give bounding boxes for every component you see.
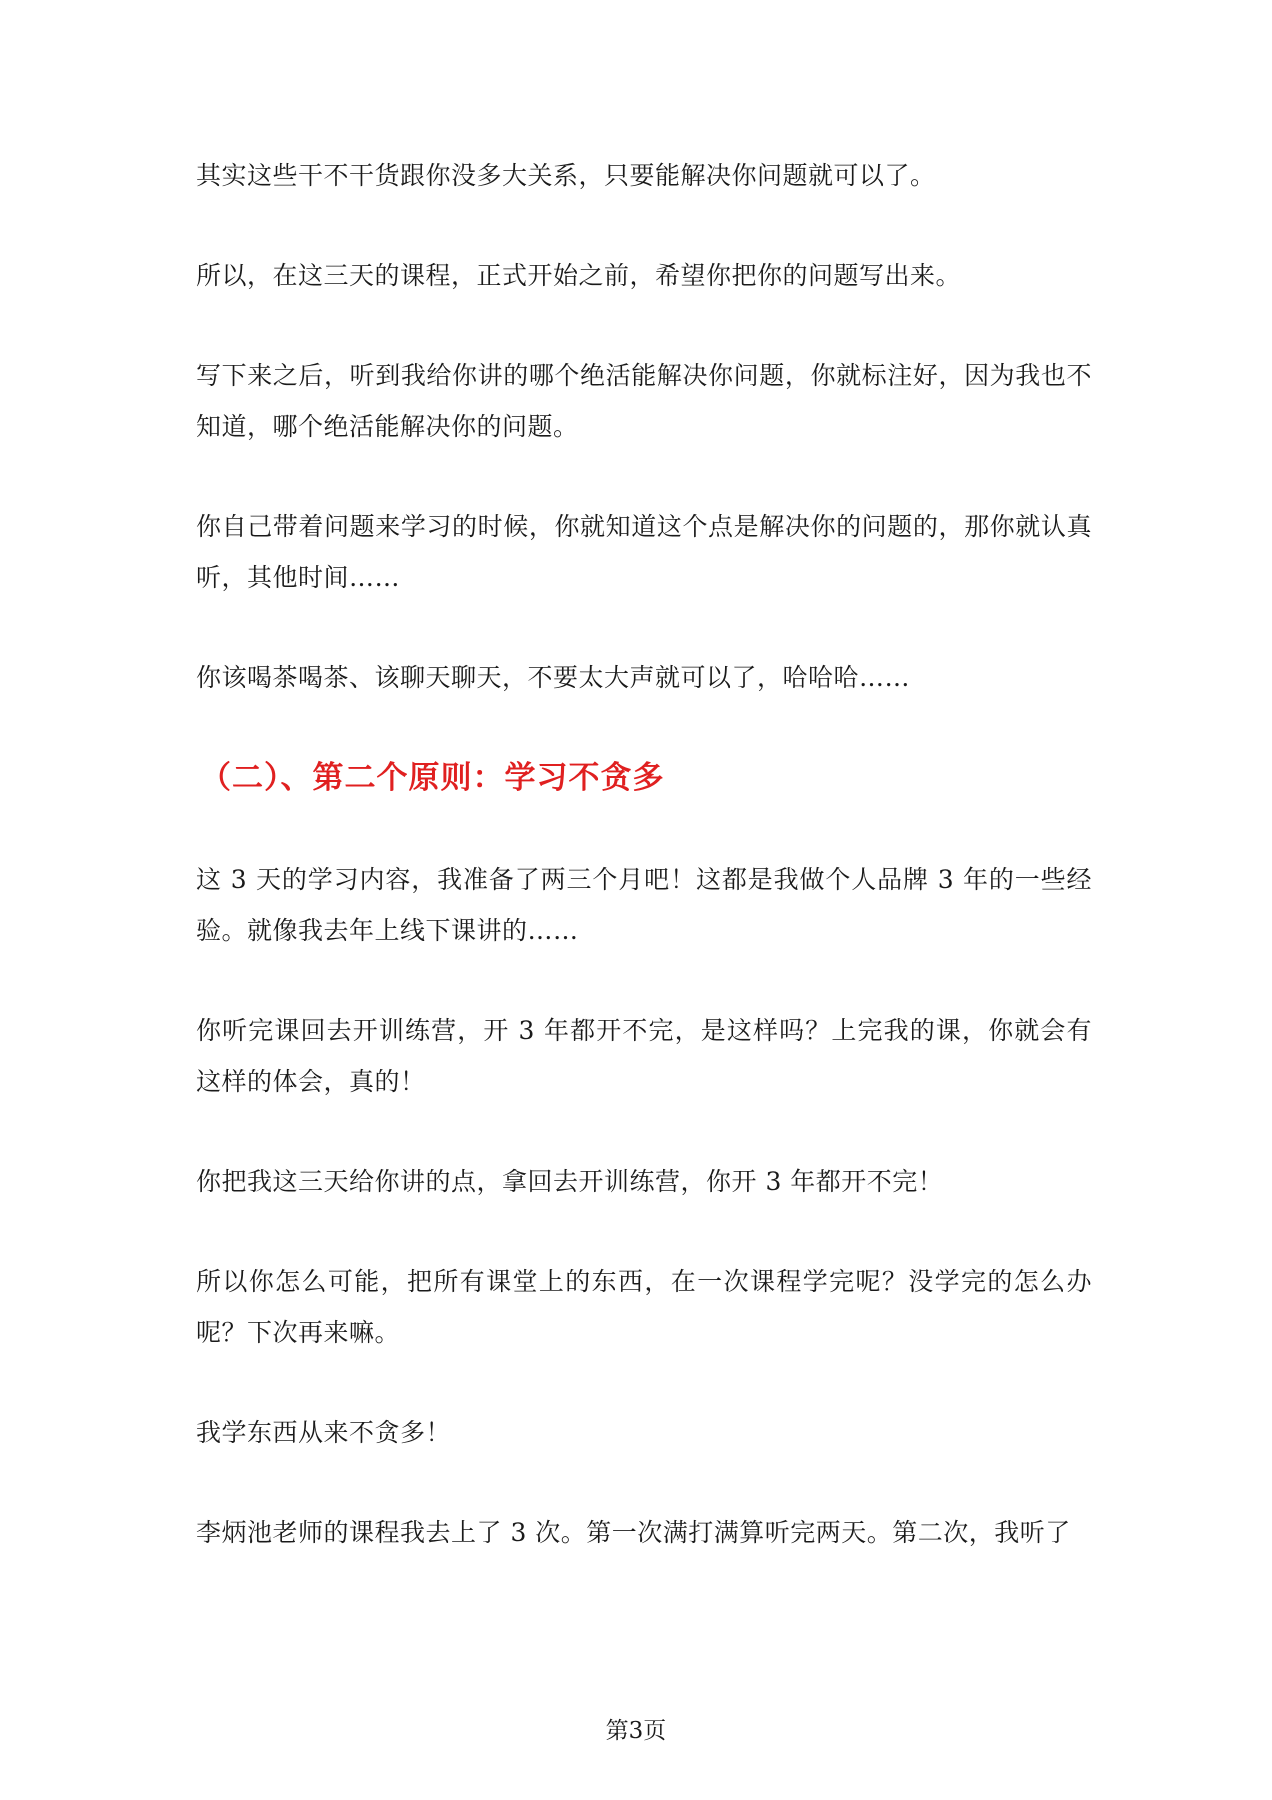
paragraph: 我学东西从来不贪多！ [196,1418,452,1447]
page-body [196,150,1092,1607]
paragraph: 写下来之后，听到我给你讲的哪个绝活能解决你问题，你就标注好，因为我也不知道，哪个绝活能解决你的问题。 [196,361,1092,441]
paragraph: 你该喝茶喝茶、该聊天聊天，不要太大声就可以了，哈哈哈…… [196,663,911,692]
paragraph: 李炳池老师的课程我去上了 3 次。第一次满打满算听完两天。第二次，我听了 [196,1518,1071,1547]
paragraph: 你自己带着问题来学习的时候，你就知道这个点是解决你的问题的，那你就认真听，其他时间…… [196,512,1092,592]
paragraph: 所以你怎么可能，把所有课堂上的东西，在一次课程学完呢？没学完的怎么办呢？下次再来嘛。 [196,1267,1092,1347]
paragraph: 所以，在这三天的课程，正式开始之前，希望你把你的问题写出来。 [196,261,962,290]
page-number: 第3页 [605,1718,667,1744]
paragraph: 其实这些干不干货跟你没多大关系，只要能解决你问题就可以了。 [196,161,936,190]
paragraph: 你听完课回去开训练营，开 3 年都开不完，是这样吗？上完我的课，你就会有这样的体会，真的！ [196,1016,1092,1096]
paragraph: 这 3 天的学习内容，我准备了两三个月吧！这都是我做个人品牌 3 年的一些经验。就像我去年上线下课讲的…… [196,865,1092,945]
section-heading: （二）、第二个原则：学习不贪多 [200,760,665,796]
paragraph: 你把我这三天给你讲的点，拿回去开训练营，你开 3 年都开不完！ [196,1167,944,1196]
